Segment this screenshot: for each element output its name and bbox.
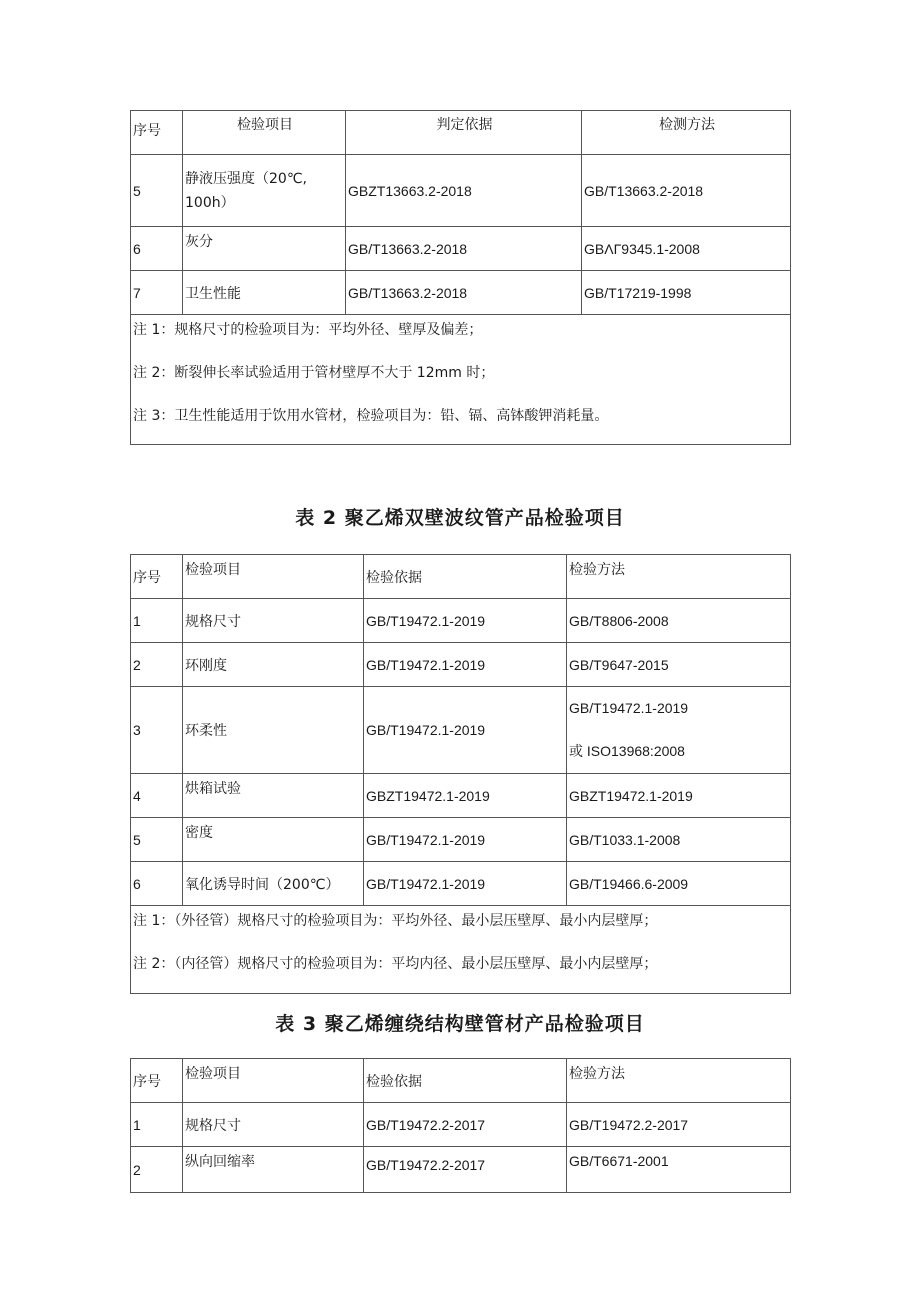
table-2 [130, 554, 791, 994]
table-header-row [131, 555, 791, 599]
cell-no: 1 [131, 599, 183, 643]
note-line: 注 1：（外径管）规格尺寸的检验项目为：平均外径、最小层压壁厚、最小内层壁厚； [133, 913, 658, 929]
cell-no: 2 [131, 643, 183, 687]
cell-method [567, 687, 791, 774]
header-cell: 判定依据 [346, 111, 582, 155]
cell-item [183, 155, 346, 227]
table-row [131, 599, 791, 643]
table-row [131, 155, 791, 227]
header-cell: 序号 [131, 1059, 183, 1103]
cell-item: 灰分 [183, 227, 346, 271]
cell-basis: GB/T19472.1-2019 [364, 643, 567, 687]
cell-item: 规格尺寸 [183, 599, 364, 643]
cell-item: 环刚度 [183, 643, 364, 687]
cell-basis: GB/T19472.1-2019 [364, 687, 567, 774]
table-3 [130, 1058, 791, 1193]
header-cell: 检验项目 [183, 555, 364, 599]
cell-no: 6 [131, 862, 183, 906]
cell-method: GB/T13663.2-2018 [582, 155, 791, 227]
note-line: 注 3：卫生性能适用于饮用水管材，检验项目为：铅、镉、高钵酸钾消耗量。 [133, 408, 609, 424]
cell-method: GB/T8806-2008 [567, 599, 791, 643]
table-row [131, 774, 791, 818]
cell-basis: GBZT13663.2-2018 [346, 155, 582, 227]
cell-item: 环柔性 [183, 687, 364, 774]
cell-basis: GBZT19472.1-2019 [364, 774, 567, 818]
note-line: 注 2：断裂伸长率试验适用于管材壁厚不大于 12mm 时； [133, 365, 495, 381]
cell-item-line: 静液压强度（20℃, [185, 170, 307, 187]
table-row [131, 643, 791, 687]
notes-cell [131, 315, 791, 445]
table-row [131, 227, 791, 271]
header-cell: 序号 [131, 111, 183, 155]
table-row [131, 818, 791, 862]
cell-no: 5 [131, 818, 183, 862]
header-cell: 检验依据 [364, 1059, 567, 1103]
header-cell: 检验方法 [567, 1059, 791, 1103]
table-2-caption: 表 2 聚乙烯双壁波纹管产品检验项目 [295, 507, 625, 529]
notes-row [131, 906, 791, 994]
table-header-row [131, 1059, 791, 1103]
table-1 [130, 110, 791, 445]
table-header-row [131, 111, 791, 155]
table-row [131, 1103, 791, 1147]
note-line: 注 1：规格尺寸的检验项目为：平均外径、壁厚及偏差； [133, 322, 483, 338]
cell-method: GB/T9647-2015 [567, 643, 791, 687]
notes-row [131, 315, 791, 445]
header-cell: 序号 [131, 555, 183, 599]
cell-method: GBZT19472.1-2019 [567, 774, 791, 818]
cell-item: 卫生性能 [183, 271, 346, 315]
cell-no: 4 [131, 774, 183, 818]
cell-item: 规格尺寸 [183, 1103, 364, 1147]
cell-no: 7 [131, 271, 183, 315]
header-cell: 检验依据 [364, 555, 567, 599]
cell-no: 1 [131, 1103, 183, 1147]
table-row [131, 271, 791, 315]
cell-method-line: 或 ISO13968:2008 [569, 743, 685, 759]
table-row [131, 1147, 791, 1193]
cell-no: 3 [131, 687, 183, 774]
note-line: 注 2：（内径管）规格尺寸的检验项目为：平均内径、最小层压壁厚、最小内层壁厚； [133, 956, 658, 972]
header-cell: 检验项目 [183, 111, 346, 155]
cell-no: 2 [131, 1147, 183, 1193]
table-row [131, 687, 791, 774]
header-cell: 检验项目 [183, 1059, 364, 1103]
cell-basis: GB/T13663.2-2018 [346, 227, 582, 271]
cell-method: GB/T19466.6-2009 [567, 862, 791, 906]
cell-method: GB/T17219-1998 [582, 271, 791, 315]
cell-basis: GB/T19472.1-2019 [364, 599, 567, 643]
cell-basis: GB/T19472.1-2019 [364, 818, 567, 862]
cell-item: 烘箱试验 [183, 774, 364, 818]
cell-item-line: 100h） [185, 194, 235, 211]
cell-item: 纵向回缩率 [183, 1147, 364, 1193]
cell-method-line: GB/T19472.1-2019 [569, 700, 689, 716]
cell-method: GB/T6671-2001 [567, 1147, 791, 1193]
header-cell: 检验方法 [567, 555, 791, 599]
cell-no: 5 [131, 155, 183, 227]
header-cell: 检测方法 [582, 111, 791, 155]
table-row [131, 862, 791, 906]
cell-basis: GB/T19472.2-2017 [364, 1103, 567, 1147]
cell-item: 密度 [183, 818, 364, 862]
cell-method: GBΛΓ9345.1-2008 [582, 227, 791, 271]
notes-cell [131, 906, 791, 994]
cell-item: 氧化诱导时间（200℃） [183, 862, 364, 906]
cell-basis: GB/T13663.2-2018 [346, 271, 582, 315]
cell-no: 6 [131, 227, 183, 271]
cell-basis: GB/T19472.2-2017 [364, 1147, 567, 1193]
cell-basis: GB/T19472.1-2019 [364, 862, 567, 906]
cell-method: GB/T19472.2-2017 [567, 1103, 791, 1147]
cell-method: GB/T1033.1-2008 [567, 818, 791, 862]
table-3-caption: 表 3 聚乙烯缠绕结构壁管材产品检验项目 [275, 1013, 645, 1035]
